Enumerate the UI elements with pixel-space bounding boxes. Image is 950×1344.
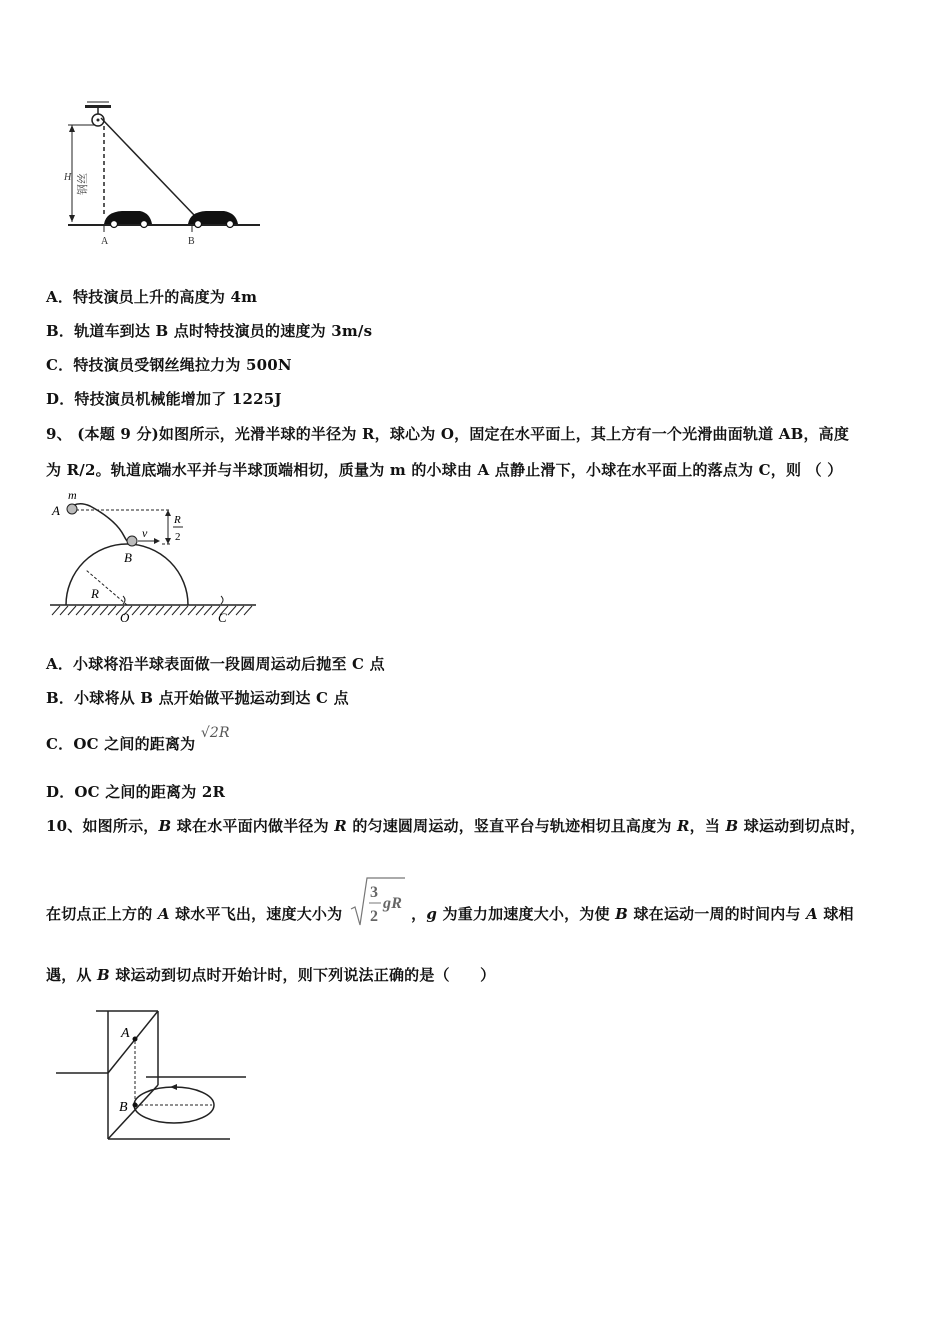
ball-b-icon bbox=[127, 536, 137, 546]
fig8-label-h: H bbox=[64, 172, 72, 183]
q8-option-c: C．特技演员受钢丝绳拉力为 500N bbox=[46, 356, 292, 374]
fig9-label-c: C bbox=[218, 610, 227, 625]
sqrt-formula bbox=[349, 875, 405, 929]
q9-option-d: D．OC 之间的距离为 2R bbox=[46, 783, 226, 801]
fig9-label-m: m bbox=[68, 488, 77, 502]
q8-figure bbox=[60, 100, 270, 250]
fig9-label-o: O bbox=[120, 610, 130, 625]
fig9-label-r-top: R bbox=[174, 514, 181, 526]
q10-stem-line3: 遇，从 B 球运动到切点时开始计时，则下列说法正确的是（ ） bbox=[46, 966, 496, 984]
q8-option-a: A．特技演员上升的高度为 4m bbox=[46, 288, 258, 306]
fig9-label-b: B bbox=[124, 550, 132, 565]
frac-denominator: 2 bbox=[369, 908, 378, 925]
q9-stem-line2: 为 R/2。轨道底端水平并与半球顶端相切，质量为 m 的小球由 A 点静止滑下，小球在水平面上的落点为 C，则 （ ） bbox=[46, 461, 843, 479]
ball-a-icon bbox=[67, 504, 77, 514]
frac-tail: gR bbox=[382, 895, 402, 912]
q9-option-c-value: √2R bbox=[200, 725, 230, 741]
q8-option-d: D．特技演员机械能增加了 1225J bbox=[46, 390, 282, 408]
fig8-label-side: 钢丝 bbox=[77, 173, 89, 195]
fig8-label-b: B bbox=[188, 236, 195, 247]
fig9-label-two: 2 bbox=[175, 531, 181, 543]
fig9-label-a: A bbox=[52, 503, 60, 518]
q9-option-c bbox=[46, 725, 230, 754]
fig10-label-a: A bbox=[121, 1026, 130, 1041]
fig8-label-a: A bbox=[101, 236, 109, 247]
q9-stem-line1: 9、 (本题 9 分)如图所示，光滑半球的半径为 R，球心为 O，固定在水平面上，其上方有一个光滑曲面轨道 AB，高度 bbox=[46, 425, 850, 443]
q10-stem-line2: 在切点正上方的 A 球水平飞出，速度大小为 3 2 gR ，g 为重力加速度大小，为使 B 球在运动一周的时间内与 A 球相 bbox=[46, 875, 854, 931]
fig10-label-b: B bbox=[119, 1100, 128, 1115]
q9-option-a: A．小球将沿半球表面做一段圆周运动后抛至 C 点 bbox=[46, 655, 385, 673]
q9-figure bbox=[46, 486, 261, 631]
q10-figure bbox=[50, 1005, 255, 1150]
q10-stem-line1: 10、如图所示，B 球在水平面内做半径为 R 的匀速圆周运动，竖直平台与轨迹相切且高度为 R，当 B 球运动到切点时， bbox=[46, 817, 866, 835]
q8-option-b: B．轨道车到达 B 点时特技演员的速度为 3m/s bbox=[46, 322, 373, 340]
fig9-label-r: R bbox=[91, 586, 99, 601]
q9-option-b: B．小球将从 B 点开始做平抛运动到达 C 点 bbox=[46, 689, 349, 707]
q9-option-c-text: C．OC 之间的距离为 bbox=[46, 735, 196, 753]
fig9-label-v: v bbox=[142, 526, 148, 540]
frac-numerator: 3 bbox=[369, 884, 378, 901]
ball-b-icon bbox=[133, 1103, 138, 1108]
ball-a-icon bbox=[133, 1037, 138, 1042]
